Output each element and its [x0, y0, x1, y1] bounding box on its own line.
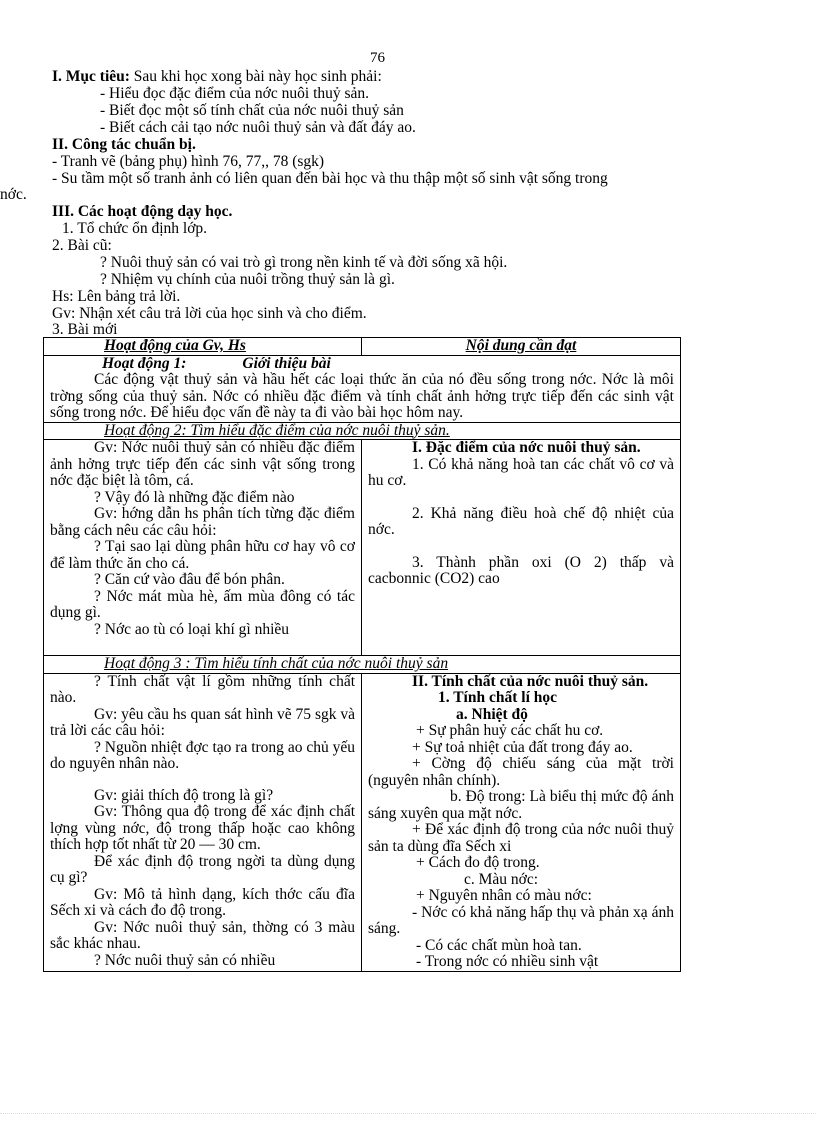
- objective-item: - Biết đọc một số tính chất của nớc nuôi thuỷ sản: [100, 102, 404, 119]
- activity-3-right-para: + Sự phân huỷ các chất hu cơ.: [416, 722, 604, 739]
- table-header-row: [44, 338, 681, 356]
- activity-3-left-para: Gv: giải thích độ trong là gì?: [94, 786, 274, 804]
- activities-heading: III. Các hoạt động dạy học.: [52, 203, 233, 220]
- activity-3-left-para: Gv: Thông qua độ trong để xác định chất lợng vùng nớc, độ trong thấp hoặc cao không thích hợp tốt nhất từ 20 — 30 cm.: [50, 803, 355, 853]
- old-lesson-question: ? Nhiệm vụ chính của nuôi trồng thuỷ sản là gì.: [100, 271, 395, 288]
- activity-2-right-para: 1. Có khả năng hoà tan các chất vô cơ và hu cơ.: [368, 455, 674, 489]
- activity-1-text: Các động vật thuỷ sản và hầu hết các loại thức ăn của nó đều sống trong nớc. Nớc là môi trờng sống của thuỷ sản. Nớc có nhiều đặc điểm và tính chất ảnh hởng trực tiếp đến các sinh vật sống trong nớc. Để hiểu đọc vấn đề này ta đi vào bài học hôm nay.: [50, 371, 674, 421]
- objective-item: - Hiểu đọc đặc điểm của nớc nuôi thuỷ sản.: [100, 85, 370, 102]
- activity-3-left-para: ? Nguồn nhiệt đợc tạo ra trong ao chủ yếu do nguyên nhân nào.: [50, 738, 355, 772]
- activity-2-right-para: 3. Thành phần oxi (O 2) thấp và cacbonnic (CO2) cao: [368, 553, 674, 587]
- activity-3-right-para: + Cờng độ chiếu sáng của mặt trời (nguyên nhân chính).: [368, 755, 674, 789]
- spacer: [50, 773, 355, 788]
- spacer: [368, 539, 674, 555]
- activity-2-body-row: [44, 440, 681, 656]
- activity-3-body-row: [44, 673, 681, 971]
- objectives-line: [52, 68, 382, 85]
- activity-2-left-para: ? Nớc mát mùa hè, ấm mùa đông có tác dụng gì.: [50, 587, 355, 621]
- activity-3-right-subsub: a. Nhiệt độ: [456, 705, 528, 723]
- col-content-header: Nội dung cần đạt: [362, 338, 681, 356]
- activity-3-left-para: Gv: yêu cầu hs quan sát hình vẽ 75 sgk và trả lời các câu hỏi:: [50, 705, 355, 739]
- activity-3-right-para: b. Độ trong: Là biểu thị mức độ ánh sáng xuyên qua mặt nớc.: [368, 788, 674, 822]
- col-activity-header: Hoạt động của Gv, Hs: [44, 338, 362, 356]
- activity-2-left-para: ? Căn cứ vào đâu để bón phân.: [94, 571, 285, 588]
- activity-3-left-cell: [44, 673, 362, 971]
- activity-3-right-para: - Có các chất mùn hoà tan.: [416, 936, 582, 954]
- preparation-line: - Su tầm một số tranh ảnh có liên quan đến bài học và thu thập một số sinh vật sống trong: [52, 170, 608, 187]
- activity-3-right-para: + Cách đo độ trong.: [416, 854, 540, 871]
- teacher-response: Gv: Nhận xét câu trả lời của học sinh và cho điểm.: [52, 305, 367, 322]
- activity-2-title-row: [44, 422, 681, 440]
- activity-2-left-para: ? Vậy đó là những đặc điểm nào: [94, 488, 295, 506]
- activity-3-left-para: Gv: Nớc nuôi thuỷ sản, thờng có 3 màu sắc khác nhau.: [50, 918, 355, 952]
- activity-3-right-para: c. Màu nớc:: [464, 870, 539, 888]
- activity-2-right-heading: I. Đặc điểm của nớc nuôi thuỷ sản.: [412, 439, 641, 456]
- activity-1-row: [44, 355, 681, 422]
- preparation-heading: II. Công tác chuẩn bị.: [52, 136, 196, 153]
- student-response: Hs: Lên bảng trả lời.: [52, 288, 181, 305]
- activity-3-title: Hoạt động 3 : Tìm hiểu tính chất của nớc nuôi thuỷ sản: [44, 656, 681, 674]
- activity-3-right-para: - Trong nớc có nhiều sinh vật: [416, 953, 599, 970]
- objectives-heading: I. Mục tiêu:: [52, 68, 130, 85]
- old-lesson-question: ? Nuôi thuỷ sản có vai trò gì trong nền kinh tế và đời sống xã hội.: [100, 254, 508, 271]
- activity-3-right-para: + Nguyên nhân có màu nớc:: [416, 887, 592, 904]
- activity-3-right-para: + Để xác định độ trong của nớc nuôi thuỷ sản ta dùng đĩa Sếch xi: [368, 821, 674, 855]
- activity-2-right-cell: [362, 440, 681, 656]
- step-old-lesson: 2. Bài cũ:: [52, 237, 112, 254]
- step-new-lesson: 3. Bài mới: [52, 321, 118, 338]
- objectives-intro: Sau khi học xong bài này học sinh phải:: [129, 68, 382, 85]
- activity-2-title: Hoạt động 2: Tìm hiểu đặc điểm của nớc nuôi thuỷ sản.: [44, 422, 681, 440]
- lesson-table: [43, 337, 681, 972]
- activity-2-right-para: 2. Khả năng điều hoà chế độ nhiệt của nớc.: [368, 504, 674, 538]
- step-organize: 1. Tổ chức ổn định lớp.: [62, 220, 208, 237]
- preparation-line: - Tranh vẽ (bảng phụ) hình 76, 77,, 78 (sgk): [52, 153, 325, 170]
- activity-1-title-line: [50, 356, 674, 373]
- activity-2-left-para: Gv: hớng dẫn hs phân tích từng đặc điểm bằng cách nêu các câu hỏi:: [50, 505, 355, 539]
- activity-3-right-cell: [362, 673, 681, 971]
- preparation-line-wrap: nớc.: [0, 186, 27, 203]
- activity-3-right-heading: II. Tính chất của nớc nuôi thuỷ sản.: [412, 672, 649, 690]
- activity-1-cell: [44, 355, 681, 422]
- activity-2-left-para: ? Nớc ao tù có loại khí gì nhiều: [94, 620, 290, 638]
- activity-2-left-para: ? Tại sao lại dùng phân hữu cơ hay vô cơ để làm thức ăn cho cá.: [50, 538, 355, 572]
- activity-1-title: Hoạt động 1:: [102, 354, 187, 372]
- activity-3-title-row: [44, 656, 681, 674]
- activity-3-right-sub: 1. Tính chất lí học: [438, 689, 558, 706]
- spacer: [368, 490, 674, 506]
- page-bottom-edge: [0, 1113, 816, 1114]
- activity-3-right-para: - Nớc có khả năng hấp thụ và phản xạ ánh sáng.: [368, 903, 674, 937]
- activity-3-left-para: ? Tính chất vật lí gồm những tính chất nào.: [50, 672, 355, 706]
- activity-2-left-para: Gv: Nớc nuôi thuỷ sản có nhiều đặc điểm ảnh hởng trực tiếp đến các sinh vật sống trong nớc đặc biệt là tôm, cá.: [50, 439, 355, 489]
- activity-3-right-para: + Sự toả nhiệt của đất trong đáy ao.: [412, 738, 633, 756]
- activity-1-subtitle: Giới thiệu bài: [242, 354, 331, 372]
- activity-2-left-cell: [44, 440, 362, 656]
- objective-item: - Biết cách cải tạo nớc nuôi thuỷ sản và đất đáy ao.: [100, 119, 416, 136]
- activity-3-left-para: Để xác định độ trong ngời ta dùng dụng cụ gì?: [50, 852, 355, 886]
- activity-3-left-para: Gv: Mô tả hình dạng, kích thớc cấu đĩa Sếch xi và cách đo độ trong.: [50, 885, 355, 919]
- page-number: 76: [370, 50, 385, 66]
- activity-3-left-para: ? Nớc nuôi thuỷ sản có nhiều: [94, 951, 276, 969]
